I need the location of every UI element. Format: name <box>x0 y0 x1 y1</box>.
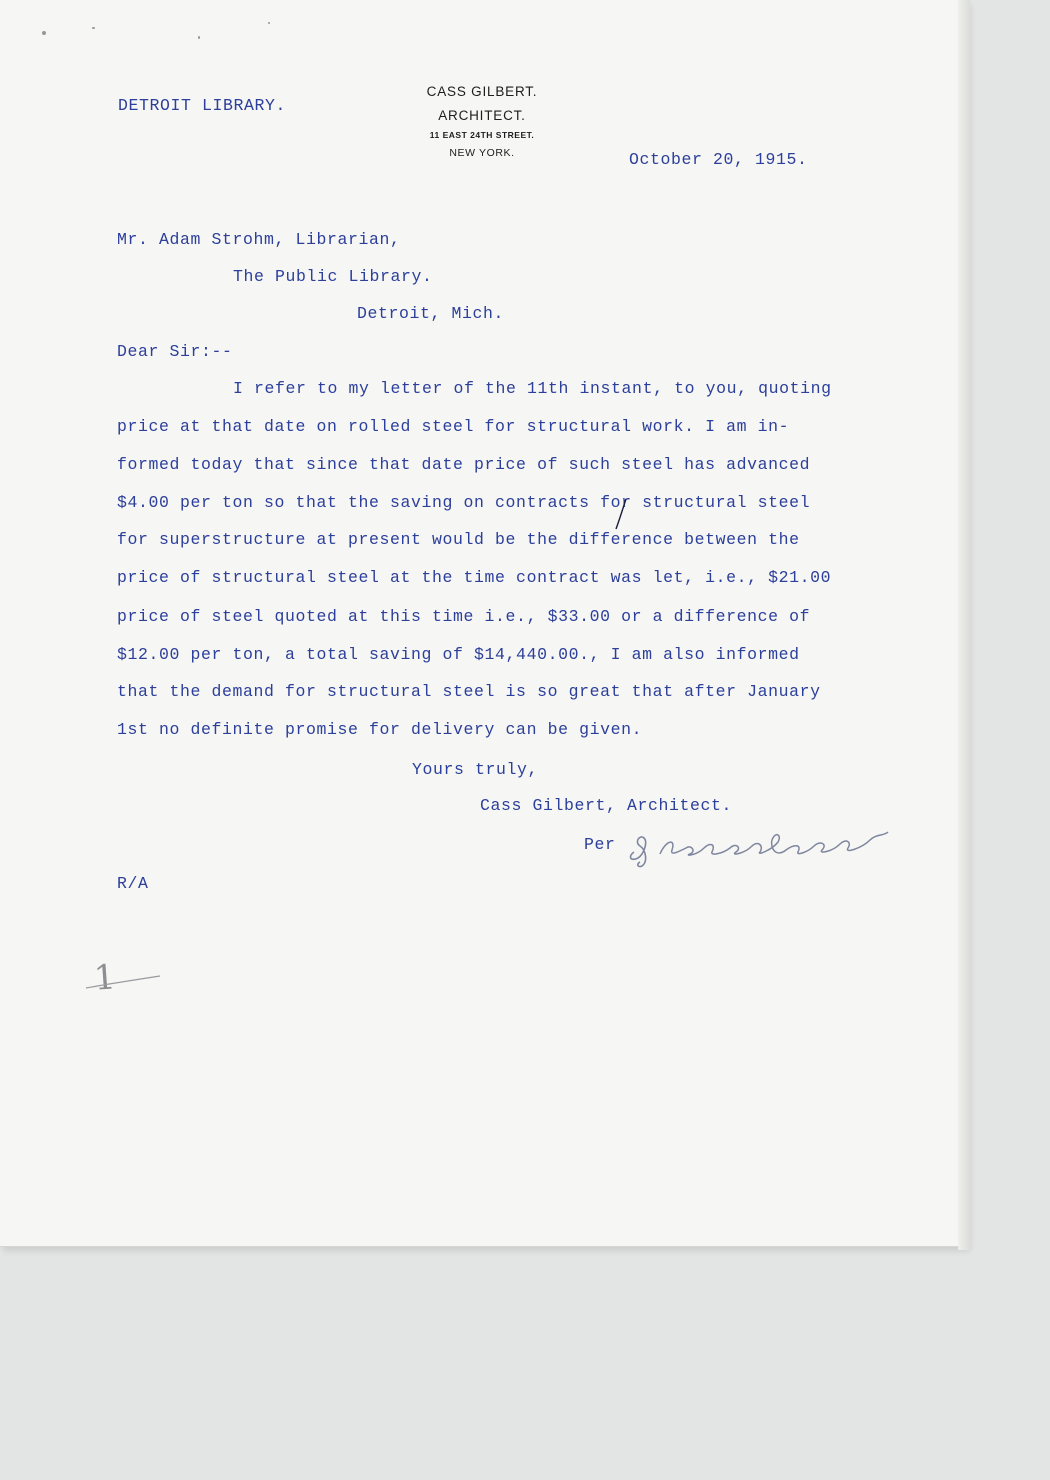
body-line: formed today that since that date price of such steel has advanced <box>117 455 811 474</box>
reference-line: DETROIT LIBRARY. <box>118 96 287 115</box>
handwritten-signature <box>626 822 896 870</box>
letterhead-street: 11 EAST 24TH STREET. <box>429 130 535 140</box>
signature-line: Cass Gilbert, Architect. <box>480 796 733 815</box>
recipient-line-2: The Public Library. <box>233 267 433 286</box>
closing: Yours truly, <box>412 760 539 779</box>
body-line: for superstructure at present would be the difference between the <box>117 530 800 549</box>
body-line: 1st no definite promise for delivery can be given. <box>117 720 643 739</box>
letterhead-city: NEW YORK. <box>449 147 515 159</box>
paper-speck <box>268 22 270 24</box>
handwritten-strike-mark <box>612 496 632 532</box>
per-label: Per <box>584 835 616 854</box>
paper-speck <box>92 27 95 29</box>
page-edge <box>958 0 970 1250</box>
recipient-line-3: Detroit, Mich. <box>357 304 505 323</box>
body-line: price of structural steel at the time contract was let, i.e., $21.00 <box>117 568 832 587</box>
initials: R/A <box>117 874 149 893</box>
pencil-page-number: 1 <box>92 957 118 999</box>
body-line: price at that date on rolled steel for structural work. I am in- <box>117 417 790 436</box>
letter-date: October 20, 1915. <box>629 150 808 169</box>
body-line: that the demand for structural steel is so great that after January <box>117 682 821 701</box>
body-line: $4.00 per ton so that the saving on contracts for structural steel <box>117 493 811 512</box>
paper-speck <box>198 36 200 39</box>
body-line: price of steel quoted at this time i.e., $33.00 or a difference of <box>117 607 811 626</box>
paper-speck <box>42 31 46 35</box>
body-line: I refer to my letter of the 11th instant, to you, quoting <box>233 379 832 398</box>
body-line: $12.00 per ton, a total saving of $14,440.00., I am also informed <box>117 645 800 664</box>
pencil-underline <box>84 972 164 992</box>
letterhead-name: CASS GILBERT. <box>426 84 538 99</box>
letterhead-title: ARCHITECT. <box>438 108 526 123</box>
salutation: Dear Sir:-- <box>117 342 233 361</box>
recipient-line-1: Mr. Adam Strohm, Librarian, <box>117 230 401 249</box>
